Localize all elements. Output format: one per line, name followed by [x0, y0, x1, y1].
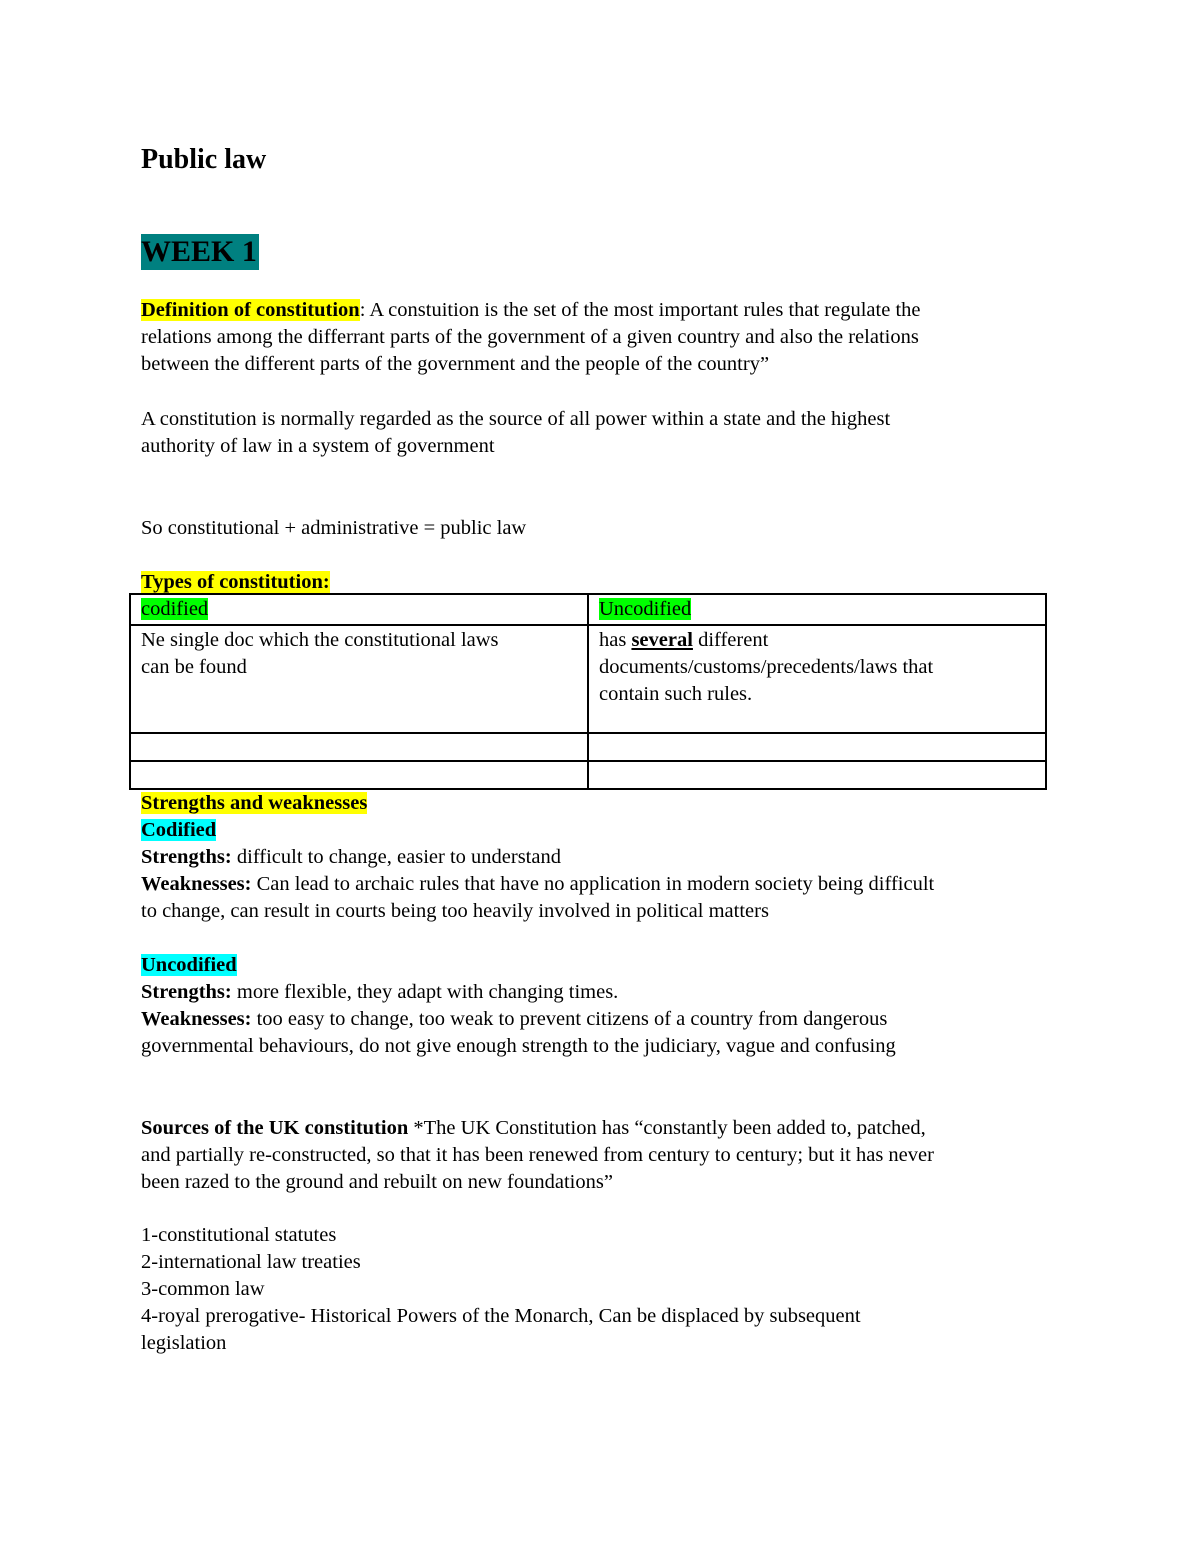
- table-header-row: [130, 594, 1046, 625]
- uncodified-body-2: documents/customs/precedents/laws that: [599, 656, 934, 678]
- codified-body-1: Ne single doc which the constitutional laws: [141, 629, 499, 651]
- source-paragraph: [141, 406, 1061, 460]
- strengths-weaknesses-section: [141, 790, 1061, 925]
- page-title: Public law: [141, 144, 267, 175]
- uncodified-body-3: contain such rules.: [599, 683, 753, 705]
- definition-text-3: between the different parts of the government and the people of the country”: [141, 353, 770, 375]
- table-cell: [588, 594, 1046, 625]
- equation-line: So constitutional + administrative = public law: [141, 517, 527, 539]
- uncodified-strengths-text: more flexible, they adapt with changing times.: [231, 981, 619, 1003]
- sources-list: [141, 1222, 1061, 1357]
- codified-header: codified: [141, 598, 209, 620]
- sources-paragraph: [141, 1115, 1061, 1196]
- types-heading: Types of constitution:: [141, 571, 330, 593]
- definition-label: Definition of constitution: [141, 299, 360, 321]
- table-row: [130, 761, 1046, 789]
- codified-body-2: can be found: [141, 656, 247, 678]
- uncodified-body-post: different: [692, 629, 769, 651]
- uncodified-body-pre: has: [599, 629, 632, 651]
- constitution-types-table: [129, 593, 1047, 790]
- codified-weaknesses-text-2: to change, can result in courts being too heavily involved in political matters: [141, 900, 769, 922]
- table-cell: [130, 733, 588, 761]
- source-line-2: authority of law in a system of government: [141, 435, 495, 457]
- uncodified-strengths-label: Strengths:: [141, 981, 232, 1003]
- sources-quote-2: and partially re-constructed, so that it has been renewed from century to century; but it has never: [141, 1144, 934, 1166]
- uncodified-weaknesses-text: too easy to change, too weak to prevent citizens of a country from dangerous: [251, 1008, 888, 1030]
- table-cell: [130, 761, 588, 789]
- table-row: [130, 733, 1046, 761]
- uncodified-heading: Uncodified: [141, 954, 237, 976]
- table-cell: [588, 733, 1046, 761]
- definition-paragraph: [141, 297, 1061, 378]
- list-item: 1-constitutional statutes: [141, 1224, 337, 1246]
- types-heading-line: [141, 569, 1061, 596]
- codified-strengths-text: difficult to change, easier to understand: [231, 846, 561, 868]
- list-item: 2-international law treaties: [141, 1251, 361, 1273]
- table-cell: [588, 761, 1046, 789]
- table-cell: [130, 594, 588, 625]
- source-line-1: A constitution is normally regarded as the source of all power within a state and the highest: [141, 408, 891, 430]
- sources-quote-1: *The UK Constitution has “constantly been added to, patched,: [408, 1117, 926, 1139]
- uncodified-header: Uncodified: [599, 598, 692, 620]
- uncodified-weaknesses-label: Weaknesses:: [141, 1008, 252, 1030]
- uncodified-section: [141, 952, 1061, 1060]
- table-row: [130, 625, 1046, 733]
- table-cell: [588, 625, 1046, 733]
- list-item: 3-common law: [141, 1278, 265, 1300]
- codified-strengths-label: Strengths:: [141, 846, 232, 868]
- codified-weaknesses-text: Can lead to archaic rules that have no application in modern society being difficult: [251, 873, 935, 895]
- list-item: legislation: [141, 1332, 227, 1354]
- sw-heading: Strengths and weaknesses: [141, 792, 368, 814]
- list-item: 4-royal prerogative- Historical Powers of the Monarch, Can be displaced by subsequent: [141, 1305, 861, 1327]
- codified-heading: Codified: [141, 819, 217, 841]
- table-cell: [130, 625, 588, 733]
- uncodified-weaknesses-text-2: governmental behaviours, do not give enough strength to the judiciary, vague and confusing: [141, 1035, 896, 1057]
- uncodified-body-bold: several: [631, 629, 693, 651]
- sources-label: Sources of the UK constitution: [141, 1117, 409, 1139]
- sources-quote-3: been razed to the ground and rebuilt on new foundations”: [141, 1171, 613, 1193]
- definition-text-2: relations among the differrant parts of the government of a given country and also the relations: [141, 326, 919, 348]
- week-heading: WEEK 1: [141, 235, 257, 268]
- codified-weaknesses-label: Weaknesses:: [141, 873, 252, 895]
- definition-text-1: : A constuition is the set of the most important rules that regulate the: [359, 299, 921, 321]
